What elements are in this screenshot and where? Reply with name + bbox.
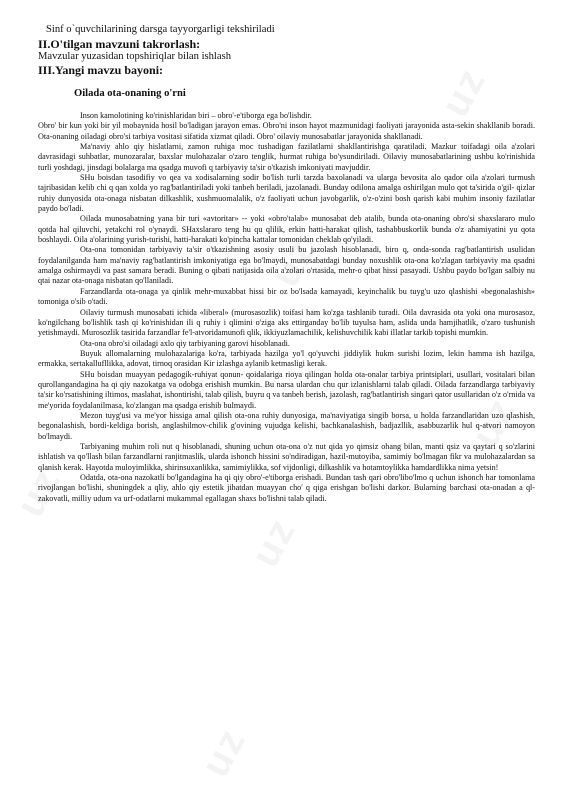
paragraph: Oilada munosabatning yana bir turi «avtoritar» -- yoki «obro'talab» munosabat deb atalib, bunda ota-onaning obro'si shaxslararo mulo qotda hal qiluvchi, yetakchi rol o'ynaydi. SHaxslararo teng hu qu qlilik, erkin hatti-harakat qilish, tashabbuskorlik bunda o'z ahamiyatini yu qota boshlaydi. Oila a'olarining yurish-turishi, hatti-harakati ko'pincha kattalar tomonidan cheklab qo'yiladi. <box>38 214 535 245</box>
paragraph: Buyuk allomalarning mulohazalariga ko'ra, tarbiyada hazilga yo'l qo'yuvchi jiddiylik hukm surishi lozim, lekin hamma ish hazilga, ermakka, sertakallufllikka, adovat, tirnoq orasidan Kir izlashga aylanib ketmasligi kerak. <box>38 348 535 369</box>
paragraph: Inson kamolotining ko'rinishlaridan biri – obro'-e'tiborga ega bo'lishdir. <box>80 110 312 120</box>
watermark: uz <box>432 60 495 124</box>
header-line: Sinf o`quvchilarining darsga tayyorgarligi tekshiriladi <box>46 24 275 35</box>
watermark: uz <box>242 510 305 574</box>
paragraph: Farzandlarda ota-onaga ya qinlik mehr-muxabbat hissi bir oz bo'lsada kamayadi, keyinchalik bu tuyg'u uzo qlashishi «begonalashish» tomoniga o'sib o'tadi. <box>38 286 535 307</box>
section-title: III.Yangi mavzu bayoni: <box>38 63 164 78</box>
watermark: uz <box>262 230 325 294</box>
paragraph: Tarbiyaning muhim roli nut q hisoblanadi, shuning uchun ota-ona o'z nut qida yo qimsiz ohang bilan, manti qsiz va qaytari q so'zlarini ishlatish va qo'llash bilan farzandlarni ranjitmaslik, ularda ishonch hissini so'ndiradigan, hazil-mutoyiba, samimiy bo'lmagan fikr va mulohazalardan sa qlanish kerak. Hayotda muloyimlikka, shirinsuxanlikka, samimiylikka, sof vijdonligi, dilkashlik va hotamtoylikka hamdardlikka nima yetsin! <box>38 441 535 472</box>
paragraph: Ota-ona tomonidan tarbiyaviy ta'sir o'tkazishning asosiy usuli bu jazolash hisoblanadi, biro q, onda-sonda rag'batlantirish usulidan foydalanilganda ham ma'naviy rag'batlantirish imkoniyatiga ega bo'lmaydi, munosabatdagi bunday noxushlik ota-ona ko'zlagan tarbiyaviy ma qsadni amalga oshirmaydi va past samara beradi. Buning o qibati natijasida oila a'zolari o'rtasida, mehr-o qibat hissi pasayadi. Ushbu paydo bo'lgan salbiy nu qtai nazar ota-onaga nisbatan qo'llaniladi. <box>38 245 535 286</box>
paragraph: Mezon tuyg'usi va me'yor hissiga amal qilish ota-ona ruhiy dunyosiga, ma'naviyatiga singib borsa, u holda farzandlaridan uzo qlashish, begonalashish, bordi-keldiga borish, anglashilmov-chilik g'ovining vujudga kelishi, bachkanalashish, badjazllik, asabbuzarlik hul q-atvori namoyon bo'lmaydi. <box>38 410 535 441</box>
topic-title: Oilada ota-onaning o'rni <box>74 87 186 99</box>
watermark: uz <box>7 460 70 524</box>
paragraph: Oilaviy turmush munosabati ichida «liberal» (murosasozlik) toifasi ham ko'zga tashlanib turadi. Oila davrasida ota yoki ona murosasoz, ko'ngilchang bo'lishlik tash qi ko'rinishidan ili q ruhiy i qlimini o'ziga aks ettirganday bo'lib tuyulsa ham, aslida unda hamjihatlik, o'zaro tushunish yetishmaydi. Murosozlik tasirida farzandlar fe'l-atvoridamunofi qlik, ikkiyuzlamachilik, kelishuvchilik kabi illatlar tarkib topishi mumkin. <box>38 307 535 338</box>
paragraph: Ota-ona obro'si oiladagi axlo qiy tarbiyaning garovi hisoblanadi. <box>80 338 290 348</box>
watermark: uz <box>462 390 525 454</box>
paragraph: Odatda, ota-ona nazokatli bo'lgandagina ha qi qiy obro'-e'tiborga erishadi. Bundan tash qari obro'libo'lmo q uchun ishonch har tomonlama rivojlangan bo'lishi, shuningdek a qliy, ahlo qiy estetik jihatdan muayyan cho' q qiga erishgan bo'lishi darkor. Bularning barchasi ota-onadan a ql-zakovatli, milliy udum va urf-odatlarni mukammal egallagan shaxs bo'lishni talab qiladi. <box>38 473 535 503</box>
document-page <box>38 24 535 784</box>
paragraph: SHu boisdan muayyan pedagogik-ruhiyat qonun- qoidalariga rioya qilingan holda ota-onalar tarbiya printsiplari, usullari, vositalari bilan qurollangandagina ha qi qiy nazokatga va odobga erishish mumkin. Bu narsa ulardan chu qur izlanishlarni talab qiladi. Oilada farzandlarga tarbiyaviy ta'sir ko'rsatishining iltimos, maslahat, ishontirishi, talab qilish, buyru q va tanbeh berish, jazolash, rag'batlantirish singari qator usullaridan o'z o'rnida va me'yorida foydalanilmasa, ko'zlangan ma qsadga erishib bulmaydi. <box>38 369 535 410</box>
paragraph: Obro' bir kun yoki bir yil mobaynida hosil bo'ladigan jarayon emas. Obro'ni inson hayot mazmunidagi faoliyati jarayonida asta-sekin shakllanib boradi. Ota-onaning oiladagi obro'si tarbiya vositasi sifatida xizmat qiladi. Obro' oilaviy munosabatlar jarayonida shakllanadi. <box>38 121 535 141</box>
section-text: Mavzular yuzasidan topshiriqlar bilan ishlash <box>38 50 231 62</box>
paragraph: Ma'naviy ahlo qiy hislatlarni, zamon ruhiga moc tushadigan fazilatlarni shakllantirishga qaratiladi. Mazkur toifadagi oila a'zolari davrasidagi suhbatlar, munozaralar, baxslar mulohazalar o'zaro tenglik, hurmat ruhiga bo'ysundiriladi. Oilaviy munosabatlarining ushbu ko'rinishida turli yoshdagi, jinsdagi bolalarga ma qsadga muvofi q tarbiyaviy ta'sir o'tkazish imkoniyati mavjuddir. <box>38 142 535 172</box>
section-title: II.O'tilgan mavzuni takrorlash: <box>38 36 201 51</box>
paragraph: SHu boisdan tasodifiy vo qea va xodisalarning sodir bo'lish turli tarzda baxolanadi va ularga bevosita alo qador oila a'zolari turmush tajribasidan kelib chi q qan xolda yo rag'batlantiriladi yoki tanbeh beriladi, jazolanadi. Bunday odilona amalga oshirilgan mulo qot ta'sirida o'gil- qizlar ruhiy dunyosida ota-onaga nisbatan dilkashlik, xushmuomalalik, o'z faoliyati uchun javobgarlik, o'z-o'zini bosh qarish kabi muhim insoniy fazilatlar paydo bo'ladi. <box>38 173 535 214</box>
watermark: uz <box>192 720 255 784</box>
